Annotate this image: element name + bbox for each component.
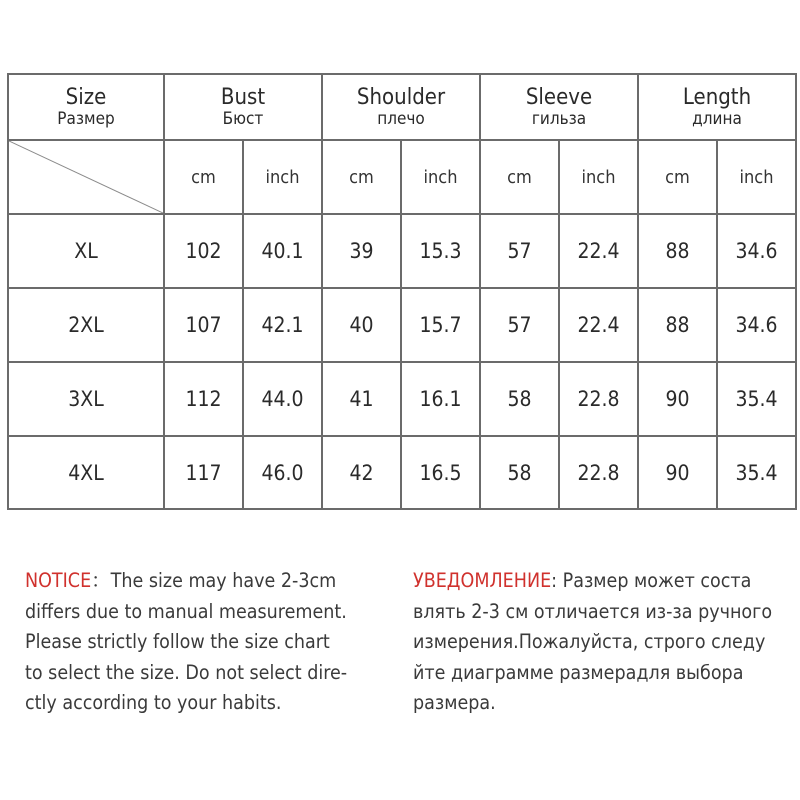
- notice-ru-line: влять 2-3 см отличается из-за ручного: [413, 599, 773, 623]
- value-cell: [559, 436, 638, 509]
- bust-cm: 102: [185, 239, 222, 263]
- value-cell: [638, 362, 717, 436]
- bust-inch: 46.0: [261, 460, 304, 485]
- length-inch: 34.6: [735, 313, 778, 337]
- notice-russian: [413, 566, 783, 719]
- value-cell: [243, 436, 322, 509]
- value-cell: [322, 436, 401, 509]
- value-cell: [638, 436, 717, 509]
- header-shoulder: [322, 74, 480, 140]
- size-label: 2XL: [68, 313, 104, 337]
- length-cm: 88: [665, 239, 690, 263]
- length-inch: 35.4: [735, 387, 778, 411]
- sleeve-inch: 22.8: [577, 387, 620, 411]
- shoulder-cm: 41: [349, 387, 374, 411]
- value-cell: [322, 362, 401, 436]
- sleeve-inch: 22.4: [577, 313, 620, 337]
- length-cm: 90: [665, 387, 690, 411]
- table-row: [8, 362, 796, 436]
- notice-ru-line: размера.: [413, 691, 496, 714]
- length-cm: 88: [665, 313, 690, 337]
- notice-en-line: Please strictly follow the size chart: [25, 630, 330, 653]
- sleeve-cm: 57: [507, 239, 532, 263]
- notice-ru-text: : Размер может соста: [551, 569, 752, 592]
- value-cell: [401, 214, 480, 288]
- value-cell: [480, 436, 559, 509]
- unit-label: inch: [581, 166, 616, 188]
- bust-cm: 117: [185, 460, 222, 485]
- header-row: [8, 74, 796, 140]
- header-size: [8, 74, 164, 140]
- value-cell: [243, 362, 322, 436]
- shoulder-inch: 15.7: [419, 313, 462, 337]
- notice-ru-line: йте диаграмме размерадля выбора: [413, 660, 744, 684]
- diagonal-line: [9, 141, 163, 213]
- value-cell: [322, 214, 401, 288]
- value-cell: [243, 288, 322, 362]
- shoulder-inch: 16.5: [419, 460, 462, 485]
- value-cell: [480, 362, 559, 436]
- unit-label: cm: [665, 166, 690, 188]
- notice-en-line: ctly according to your habits.: [25, 691, 282, 714]
- unit-row: [8, 140, 796, 214]
- unit-label: inch: [265, 166, 300, 188]
- length-inch: 35.4: [735, 460, 778, 485]
- unit-label: inch: [423, 166, 458, 188]
- unit-cell: [164, 140, 243, 214]
- header-bust: [164, 74, 322, 140]
- size-label: XL: [74, 239, 98, 263]
- bust-cm: 107: [185, 313, 222, 337]
- value-cell: [480, 288, 559, 362]
- unit-cell: [559, 140, 638, 214]
- notice-ru-line: [413, 566, 783, 597]
- unit-label: cm: [191, 166, 216, 188]
- unit-cell: [322, 140, 401, 214]
- value-cell: [717, 362, 796, 436]
- table-row: [8, 436, 796, 509]
- header-shoulder-en: Shoulder: [356, 84, 446, 110]
- shoulder-inch: 15.3: [419, 239, 462, 263]
- unit-label: cm: [507, 166, 532, 188]
- table-row: [8, 214, 796, 288]
- header-shoulder-ru: плечо: [377, 108, 425, 129]
- bust-inch: 42.1: [261, 313, 304, 337]
- bust-cm: 112: [185, 387, 222, 411]
- size-cell: [8, 288, 164, 362]
- shoulder-cm: 40: [349, 313, 374, 337]
- unit-cell: [638, 140, 717, 214]
- header-bust-ru: Бюст: [222, 108, 264, 129]
- size-cell: [8, 214, 164, 288]
- length-cm: 90: [665, 460, 690, 485]
- header-length: [638, 74, 796, 140]
- value-cell: [243, 214, 322, 288]
- sleeve-inch: 22.8: [577, 460, 620, 485]
- notice-en-line: [25, 566, 395, 597]
- unit-cell: [480, 140, 559, 214]
- header-sleeve: [480, 74, 638, 140]
- header-length-en: Length: [682, 84, 752, 110]
- unit-cell: [243, 140, 322, 214]
- unit-cell: [717, 140, 796, 214]
- size-chart-table: [7, 73, 797, 510]
- value-cell: [559, 362, 638, 436]
- value-cell: [559, 288, 638, 362]
- notice-en-line: differs due to manual measurement.: [25, 599, 347, 623]
- size-cell: [8, 362, 164, 436]
- shoulder-cm: 39: [349, 239, 374, 263]
- value-cell: [480, 214, 559, 288]
- notice-ru-line: измерения.Пожалуйста, строго следу: [413, 630, 766, 653]
- value-cell: [164, 362, 243, 436]
- unit-cell: [401, 140, 480, 214]
- header-size-ru: Размер: [57, 108, 115, 129]
- value-cell: [638, 214, 717, 288]
- value-cell: [322, 288, 401, 362]
- size-label: 4XL: [68, 460, 104, 485]
- unit-label: cm: [349, 166, 374, 188]
- value-cell: [717, 288, 796, 362]
- sleeve-cm: 58: [507, 387, 532, 411]
- notice-en-line: to select the size. Do not select dire-: [25, 660, 348, 684]
- header-sleeve-ru: гильза: [531, 108, 587, 129]
- header-sleeve-en: Sleeve: [525, 84, 593, 110]
- value-cell: [401, 288, 480, 362]
- header-length-ru: длина: [692, 108, 742, 129]
- value-cell: [164, 214, 243, 288]
- shoulder-cm: 42: [349, 460, 374, 485]
- size-label: 3XL: [68, 387, 104, 411]
- diagonal-corner-cell: [8, 140, 164, 214]
- table-row: [8, 288, 796, 362]
- notice-en-text: ：The size may have 2-3cm: [91, 569, 337, 592]
- notice-ru-keyword: УВЕДОМЛЕНИЕ: [413, 569, 552, 592]
- notice-english: [25, 566, 395, 719]
- sleeve-cm: 57: [507, 313, 532, 337]
- notice-en-keyword: NOTICE: [25, 569, 92, 592]
- header-bust-en: Bust: [220, 84, 266, 110]
- value-cell: [164, 288, 243, 362]
- value-cell: [401, 436, 480, 509]
- value-cell: [638, 288, 717, 362]
- sleeve-cm: 58: [507, 460, 532, 485]
- length-inch: 34.6: [735, 239, 778, 263]
- bust-inch: 40.1: [261, 239, 304, 263]
- bust-inch: 44.0: [261, 387, 304, 411]
- value-cell: [401, 362, 480, 436]
- value-cell: [164, 436, 243, 509]
- header-size-en: Size: [65, 84, 107, 110]
- value-cell: [559, 214, 638, 288]
- value-cell: [717, 214, 796, 288]
- shoulder-inch: 16.1: [419, 387, 462, 411]
- sleeve-inch: 22.4: [577, 239, 620, 263]
- value-cell: [717, 436, 796, 509]
- unit-label: inch: [739, 166, 774, 188]
- size-cell: [8, 436, 164, 509]
